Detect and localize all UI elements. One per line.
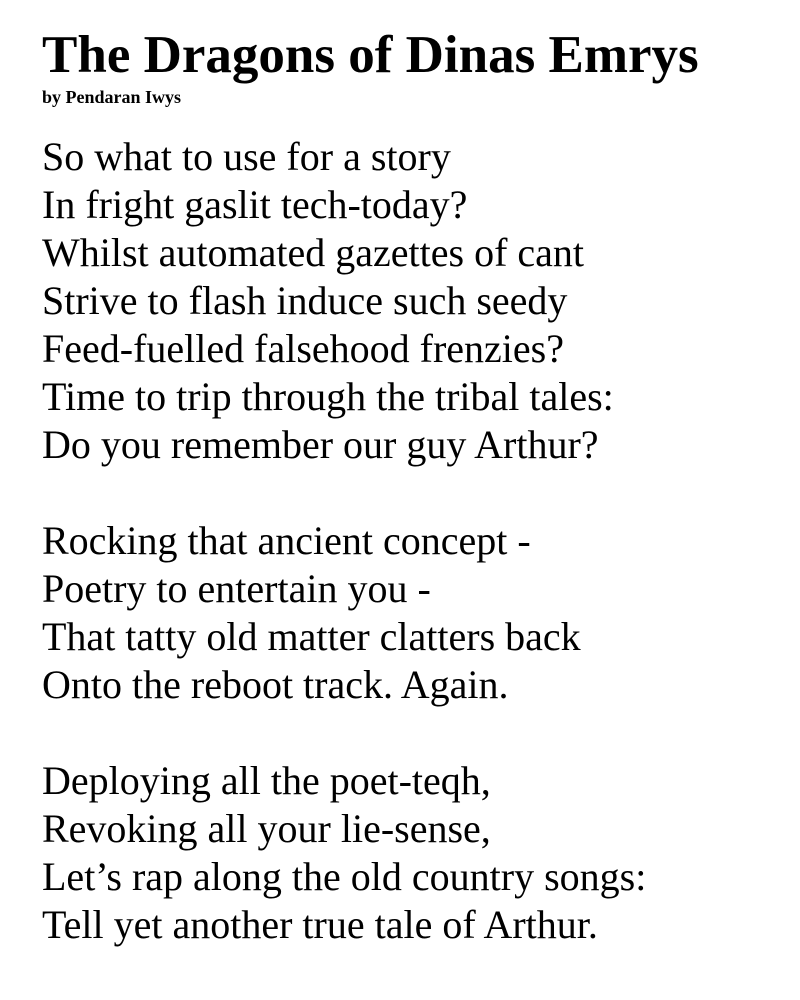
stanza-1 (42, 133, 780, 469)
poem-line: Whilst automated gazettes of cant (42, 230, 585, 275)
poem-line: That tatty old matter clatters back (42, 614, 581, 659)
poem-body (42, 133, 780, 949)
poem-page (42, 24, 780, 997)
poem-line: Poetry to entertain you - (42, 566, 431, 611)
poem-line: So what to use for a story (42, 134, 451, 179)
poem-line: Tell yet another true tale of Arthur. (42, 902, 598, 947)
poem-line: Rocking that ancient concept - (42, 518, 531, 563)
stanza-3 (42, 757, 780, 949)
poem-line: Let’s rap along the old country songs: (42, 854, 647, 899)
poem-line: In fright gaslit tech-today? (42, 182, 468, 227)
poem-line: Strive to flash induce such seedy (42, 278, 568, 323)
stanza-2 (42, 517, 780, 709)
poem-line: Do you remember our guy Arthur? (42, 422, 599, 467)
poem-line: Time to trip through the tribal tales: (42, 374, 614, 419)
poem-line: Deploying all the poet-teqh, (42, 758, 491, 803)
poem-line: Feed-fuelled falsehood frenzies? (42, 326, 564, 371)
poem-title: The Dragons of Dinas Emrys (42, 26, 699, 84)
author-byline: by Pendaran Iwys (42, 87, 182, 107)
poem-line: Onto the reboot track. Again. (42, 662, 509, 707)
poem-line: Revoking all your lie-sense, (42, 806, 491, 851)
